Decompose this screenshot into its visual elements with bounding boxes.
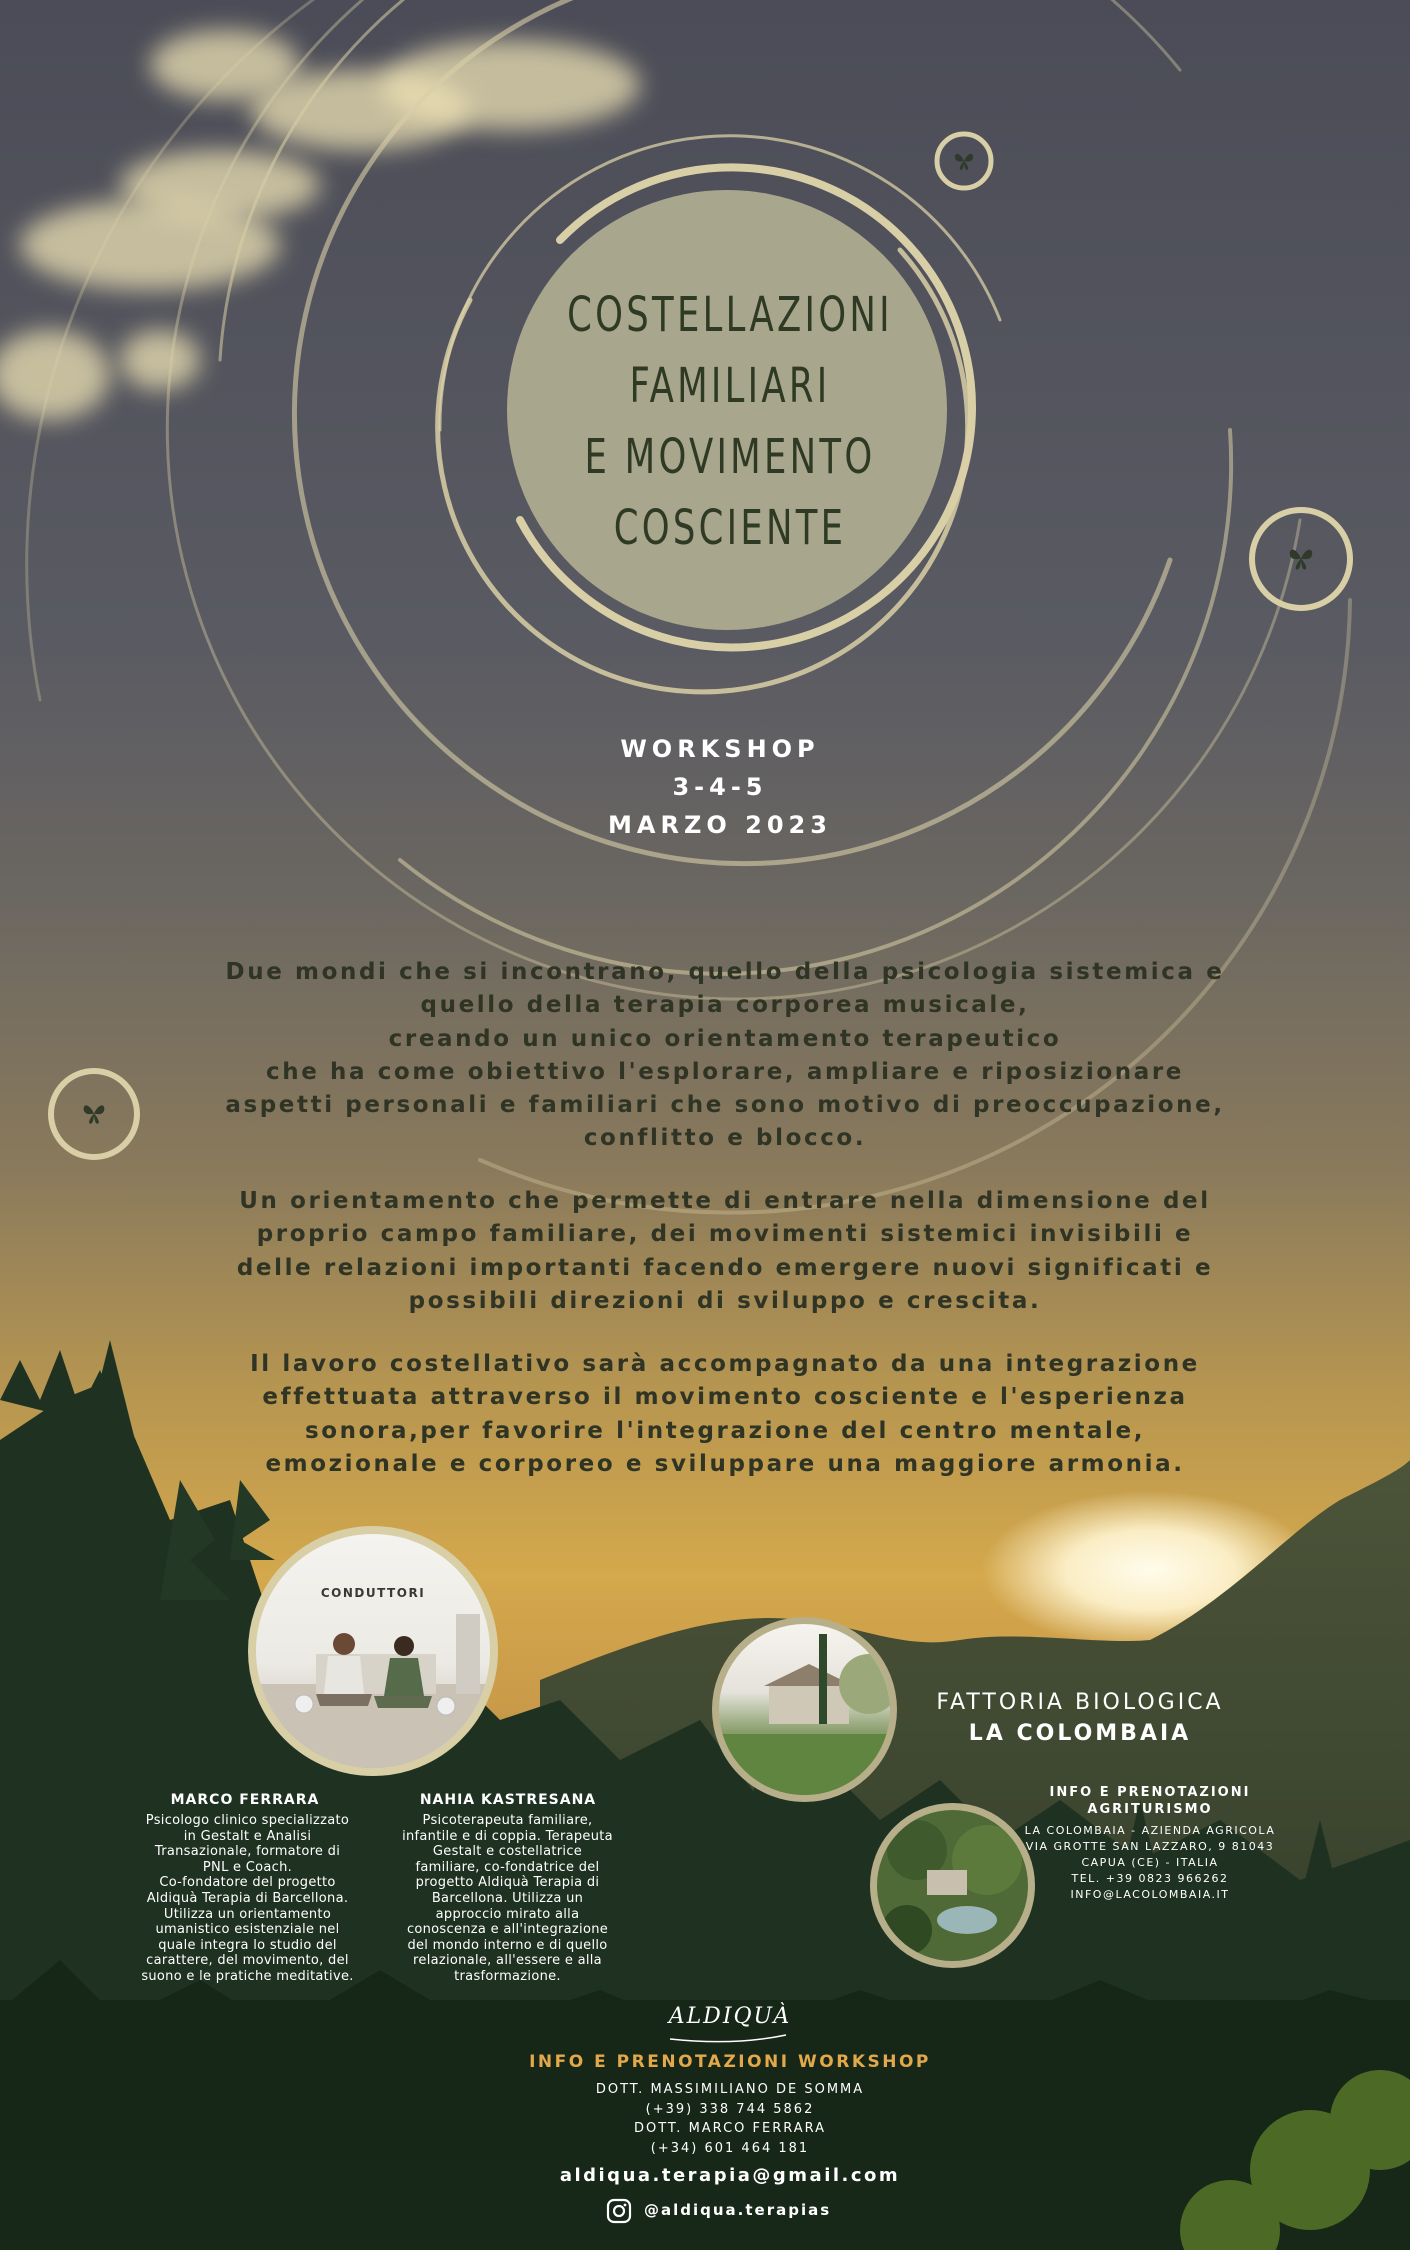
contact-line: DOTT. MASSIMILIANO DE SOMMA bbox=[595, 2082, 865, 2097]
instagram-icon[interactable] bbox=[606, 2198, 632, 2224]
venue-info-line: CAPUA (CE) - ITALIA bbox=[1081, 1856, 1219, 1869]
poster-title bbox=[550, 280, 911, 564]
description-paragraph-1 bbox=[190, 956, 1260, 1156]
description-paragraph-2 bbox=[190, 1185, 1260, 1318]
bio-line: Psicologo clinico specializzato bbox=[145, 1813, 350, 1828]
bio-line: Barcellona. Utilizza un bbox=[431, 1890, 584, 1906]
venue-photo-house bbox=[712, 1617, 897, 1802]
venue-garden-image bbox=[877, 1810, 1028, 1961]
butterfly-icon bbox=[80, 1101, 108, 1126]
paragraph-line: Due mondi che si incontrano, quello della psicologia sistemica e bbox=[225, 959, 1225, 985]
venue-info-line: INFO@LACOLOMBAIA.IT bbox=[1070, 1888, 1230, 1901]
title-line: FAMILIARI bbox=[629, 358, 831, 414]
workshop-month: MARZO 2023 bbox=[608, 811, 832, 839]
butterfly-icon bbox=[952, 150, 976, 172]
bio-line: Psicoterapeuta familiare, bbox=[422, 1813, 593, 1828]
venue-info-line: VIA GROTTE SAN LAZZARO, 9 81043 bbox=[1025, 1840, 1275, 1853]
paragraph-line: creando un unico orientamento terapeutico bbox=[388, 1025, 1062, 1052]
workshop-days: 3-4-5 bbox=[672, 773, 768, 801]
nahia-name: NAHIA KASTRESANA bbox=[419, 1792, 597, 1808]
bio-line: quale integra lo studio del bbox=[158, 1937, 337, 1953]
venue-info-line: TEL. +39 0823 966262 bbox=[1071, 1872, 1229, 1885]
workshop-label: WORKSHOP bbox=[620, 735, 820, 763]
bio-line: Aldiquà Terapia di Barcellona. bbox=[146, 1890, 349, 1906]
contact-line: (+34) 601 464 181 bbox=[650, 2140, 810, 2156]
venue-info-line: LA COLOMBAIA - AZIENDA AGRICOLA bbox=[1024, 1824, 1276, 1837]
logo-swoosh bbox=[668, 2033, 788, 2043]
bio-line: carattere, del movimento, del bbox=[146, 1953, 349, 1969]
bio-line: Co-fondatore del progetto bbox=[159, 1875, 336, 1891]
title-line: COSCIENTE bbox=[613, 500, 847, 556]
bio-line: familiare, co-fondatrice del bbox=[415, 1859, 600, 1875]
bio-line: conoscenza e all'integrazione bbox=[406, 1922, 609, 1938]
conductors-label: CONDUTTORI bbox=[320, 1586, 426, 1600]
contact-email[interactable]: aldiqua.terapia@gmail.com bbox=[559, 2165, 901, 2186]
title-line: E MOVIMENTO bbox=[584, 429, 876, 485]
workshop-info-title: INFO E PRENOTAZIONI WORKSHOP bbox=[529, 2052, 931, 2072]
bio-line: umanistico esistenziale nel bbox=[155, 1922, 340, 1938]
venue-info-title bbox=[1020, 1784, 1280, 1818]
nahia-bio bbox=[385, 1813, 630, 1985]
conductors-photo bbox=[248, 1526, 498, 1776]
paragraph-line: Il lavoro costellativo sarà accompagnato da una integrazione bbox=[250, 1351, 1200, 1377]
venue-name-line1: FATTORIA BIOLOGICA bbox=[936, 1690, 1224, 1715]
contact-line: DOTT. MARCO FERRARA bbox=[633, 2121, 827, 2136]
venue-info-title-line: INFO E PRENOTAZIONI bbox=[1049, 1785, 1251, 1800]
workshop-dates bbox=[505, 730, 935, 844]
paragraph-line: Un orientamento che permette di entrare nella dimensione del bbox=[239, 1188, 1211, 1214]
butterfly-icon bbox=[1286, 545, 1316, 572]
venue-info-title-line: AGRITURISMO bbox=[1087, 1802, 1213, 1817]
venue-house-image bbox=[719, 1624, 890, 1795]
paragraph-line: proprio campo familiare, dei movimenti sistemici invisibili e bbox=[256, 1221, 1194, 1248]
bio-line: Utilizza un orientamento bbox=[163, 1906, 332, 1922]
bio-line: relazionale, all'essere e alla bbox=[413, 1953, 602, 1969]
bio-line: Gestalt e costellatrice bbox=[432, 1844, 583, 1860]
venue-info-details bbox=[1020, 1823, 1280, 1903]
instagram-handle[interactable]: @aldiqua.terapias bbox=[644, 2201, 832, 2219]
bio-line: Transazionale, formatore di bbox=[154, 1844, 341, 1860]
paragraph-line: aspetti personali e familiari che sono motivo di preoccupazione, bbox=[225, 1092, 1225, 1119]
conductors-figures bbox=[256, 1534, 490, 1768]
paragraph-line: effettuata attraverso il movimento cosciente e l'esperienza bbox=[262, 1384, 1188, 1411]
paragraph-line: che ha come obiettivo l'esplorare, ampliare e riposizionare bbox=[265, 1058, 1185, 1085]
bio-line: del mondo interno e di quello bbox=[407, 1937, 608, 1953]
paragraph-line: sonora,per favorire l'integrazione del centro mentale, bbox=[304, 1417, 1146, 1444]
marco-name: MARCO FERRARA bbox=[170, 1792, 320, 1808]
bio-line: PNL e Coach. bbox=[202, 1859, 293, 1875]
bio-line: in Gestalt e Analisi bbox=[183, 1828, 312, 1844]
workshop-contacts bbox=[520, 2080, 940, 2158]
bio-line: trasformazione. bbox=[454, 1968, 561, 1984]
marco-bio bbox=[135, 1813, 360, 1985]
contact-line: (+39) 338 744 5862 bbox=[645, 2101, 815, 2117]
paragraph-line: quello della terapia corporea musicale, bbox=[420, 992, 1030, 1019]
paragraph-line: emozionale e corporeo e sviluppare una maggiore armonia. bbox=[265, 1450, 1185, 1477]
bio-line: progetto Aldiquà Terapia di bbox=[415, 1875, 600, 1891]
paragraph-line: delle relazioni importanti facendo emergere nuovi significati e bbox=[236, 1254, 1214, 1281]
paragraph-line: conflitto e blocco. bbox=[583, 1125, 867, 1152]
title-line: COSTELLAZIONI bbox=[567, 287, 893, 343]
venue-photo-garden bbox=[870, 1803, 1035, 1968]
paragraph-line: possibili direzioni di sviluppo e crescita. bbox=[408, 1287, 1042, 1314]
bio-line: infantile e di coppia. Terapeuta bbox=[402, 1828, 613, 1844]
venue-name-line2: LA COLOMBAIA bbox=[968, 1721, 1192, 1746]
bio-line: approccio mirato alla bbox=[435, 1906, 580, 1922]
aldiqua-logo: ALDIQUÀ bbox=[668, 2004, 792, 2029]
description-paragraph-3 bbox=[190, 1348, 1260, 1481]
bio-line: suono e le pratiche meditative. bbox=[141, 1968, 354, 1984]
